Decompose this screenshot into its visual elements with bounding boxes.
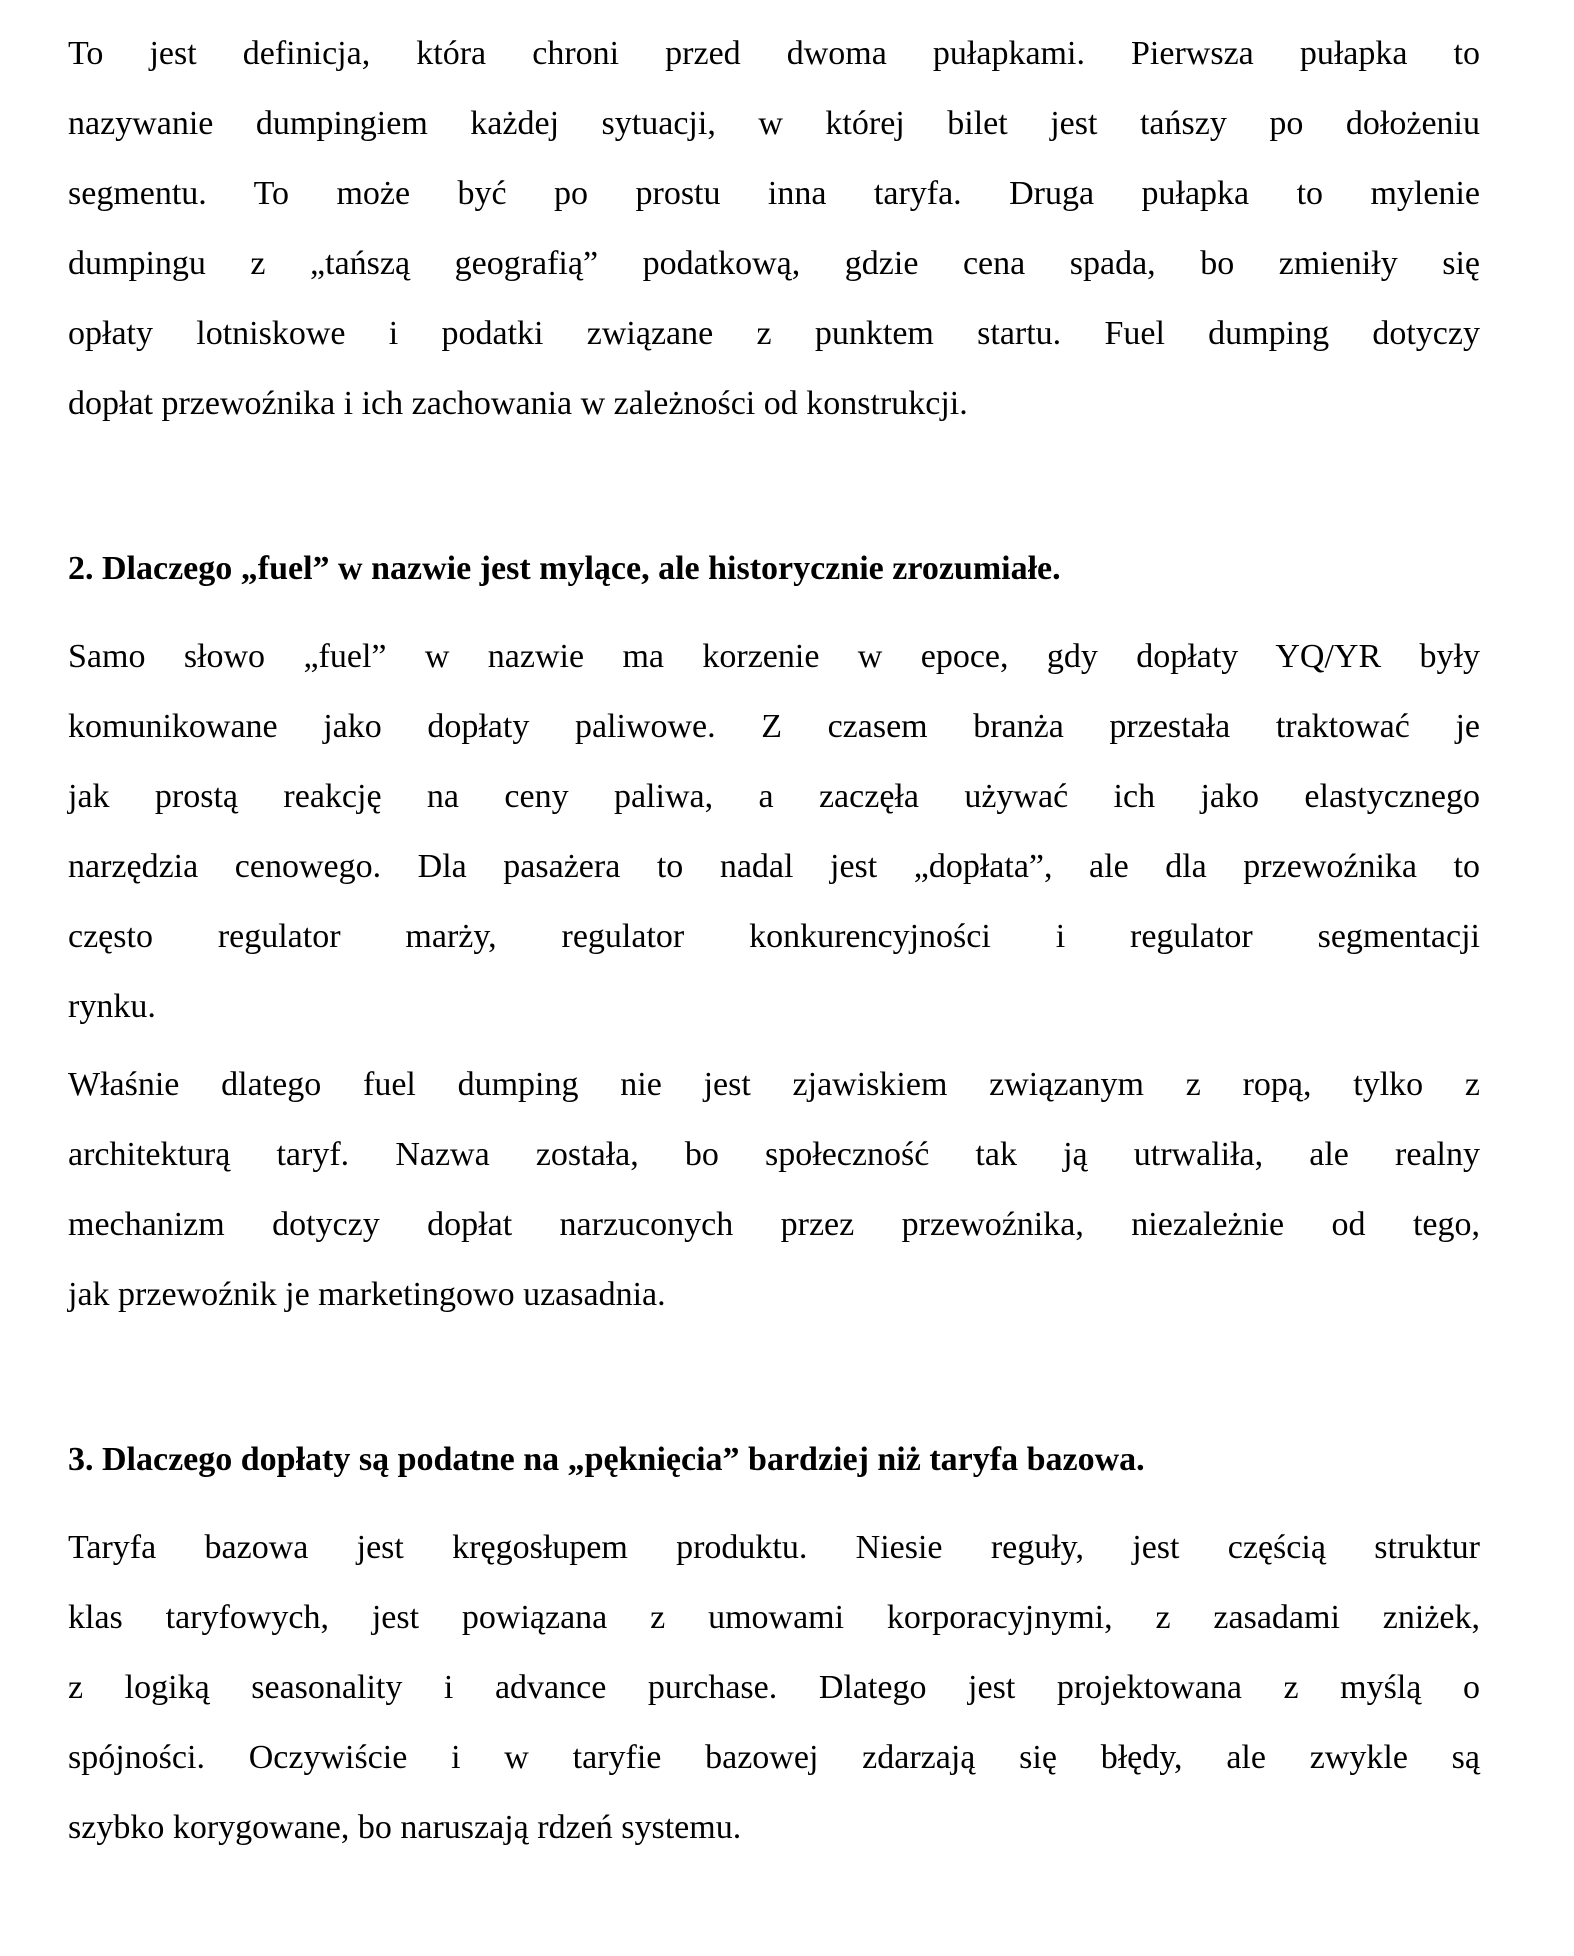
text-line: spójności. Oczywiście i w taryfie bazowej zdarzają się błędy, ale zwykle są: [68, 1739, 1480, 1776]
text-line: komunikowane jako dopłaty paliwowe. Z czasem branża przestała traktować je: [68, 708, 1480, 745]
text-line: szybko korygowane, bo naruszają rdzeń systemu.: [68, 1809, 742, 1846]
text-line: To jest definicja, która chroni przed dwoma pułapkami. Pierwsza pułapka to: [68, 35, 1480, 72]
text-line: narzędzia cenowego. Dla pasażera to nadal jest „dopłata”, ale dla przewoźnika to: [68, 848, 1480, 885]
text-line: opłaty lotniskowe i podatki związane z punktem startu. Fuel dumping dotyczy: [68, 315, 1480, 352]
text-line: jak przewoźnik je marketingowo uzasadnia.: [68, 1276, 666, 1313]
text-line: nazywanie dumpingiem każdej sytuacji, w której bilet jest tańszy po dołożeniu: [68, 105, 1480, 142]
text-line: jak prostą reakcję na ceny paliwa, a zaczęła używać ich jako elastycznego: [68, 778, 1480, 815]
text-line: dopłat przewoźnika i ich zachowania w zależności od konstrukcji.: [68, 385, 968, 422]
text-line: z logiką seasonality i advance purchase. Dlatego jest projektowana z myślą o: [68, 1669, 1480, 1706]
text-line: klas taryfowych, jest powiązana z umowami korporacyjnymi, z zasadami zniżek,: [68, 1599, 1480, 1636]
text-line: mechanizm dotyczy dopłat narzuconych przez przewoźnika, niezależnie od tego,: [68, 1206, 1480, 1243]
text-line: Samo słowo „fuel” w nazwie ma korzenie w epoce, gdy dopłaty YQ/YR były: [68, 638, 1480, 675]
text-line: Taryfa bazowa jest kręgosłupem produktu. Niesie reguły, jest częścią struktur: [68, 1529, 1480, 1566]
text-line: segmentu. To może być po prostu inna taryfa. Druga pułapka to mylenie: [68, 175, 1480, 212]
text-line: często regulator marży, regulator konkurencyjności i regulator segmentacji: [68, 918, 1480, 955]
text-line: architekturą taryf. Nazwa została, bo społeczność tak ją utrwaliła, ale realny: [68, 1136, 1480, 1173]
section-heading-3: 3. Dlaczego dopłaty są podatne na „pęknięcia” bardziej niż taryfa bazowa.: [68, 1441, 1145, 1478]
body-paragraph: [68, 1513, 1480, 1863]
section-heading-2: 2. Dlaczego „fuel” w nazwie jest mylące, ale historycznie zrozumiałe.: [68, 550, 1061, 587]
body-paragraph: [68, 19, 1480, 439]
text-line: rynku.: [68, 988, 156, 1025]
text-line: Właśnie dlatego fuel dumping nie jest zjawiskiem związanym z ropą, tylko z: [68, 1066, 1480, 1103]
body-paragraph: [68, 622, 1480, 1042]
text-line: dumpingu z „tańszą geografią” podatkową, gdzie cena spada, bo zmieniły się: [68, 245, 1480, 282]
body-paragraph: [68, 1050, 1480, 1330]
